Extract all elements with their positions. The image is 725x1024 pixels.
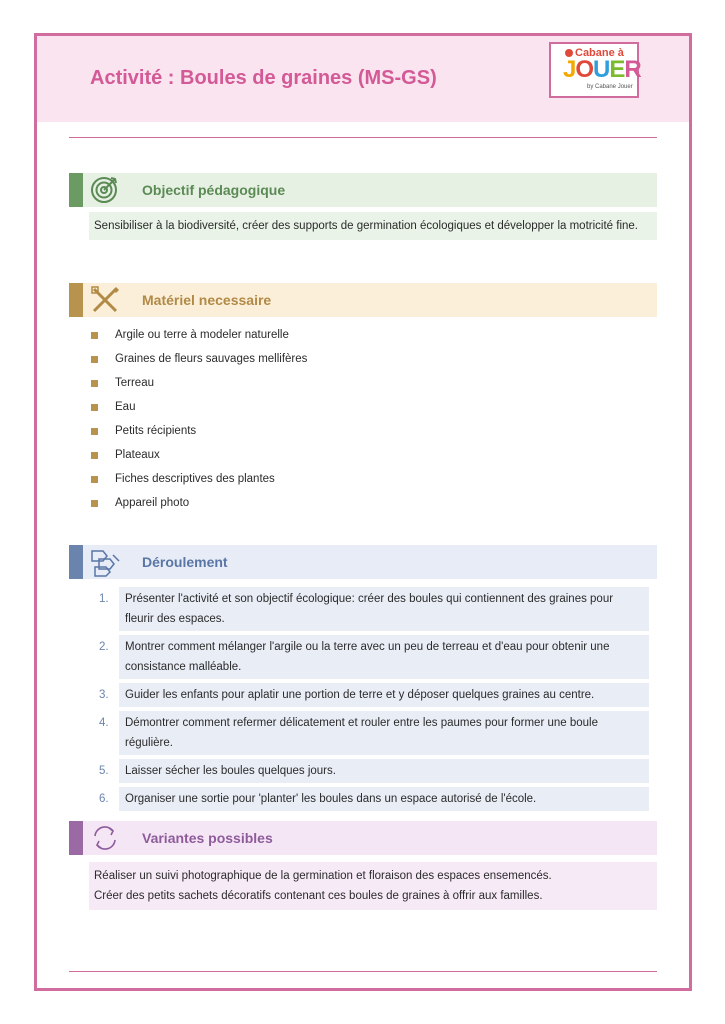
- section-accent-bar: [69, 173, 83, 207]
- objective-section-header: [69, 173, 657, 207]
- section-accent-bar: [69, 821, 83, 855]
- variants-text: [89, 862, 657, 910]
- variant-line: Créer des petits sachets décoratifs contenant ces boules de graines à offrir aux familles.: [94, 890, 543, 902]
- objective-heading: Objectif pédagogique: [142, 182, 286, 198]
- list-item: [89, 587, 649, 631]
- step-text: Laisser sécher les boules quelques jours.: [119, 759, 649, 783]
- bottom-divider: [69, 971, 657, 972]
- list-item: Plateaux: [89, 443, 649, 467]
- bullet-square-icon: [91, 404, 98, 411]
- page-title: Activité : Boules de graines (MS-GS): [90, 67, 437, 89]
- target-icon: [89, 175, 121, 205]
- steps-list: [89, 587, 649, 815]
- materials-heading: Matériel necessaire: [142, 292, 272, 308]
- step-text: Guider les enfants pour aplatir une portion de terre et y déposer quelques graines au centre.: [119, 683, 649, 707]
- bullet-square-icon: [91, 332, 98, 339]
- top-divider: [69, 137, 657, 138]
- steps-heading: Déroulement: [142, 554, 228, 570]
- section-accent-bar: [69, 545, 83, 579]
- materials-section-header: [69, 283, 657, 317]
- list-item: Fiches descriptives des plantes: [89, 467, 649, 491]
- steps-section-header: [69, 545, 657, 579]
- list-item: [89, 787, 649, 811]
- materials-list: [89, 323, 649, 515]
- tools-icon: [89, 285, 121, 315]
- bullet-square-icon: [91, 380, 98, 387]
- step-number: 5.: [99, 765, 109, 777]
- logo-line-1: Cabane à: [565, 47, 624, 59]
- list-item: Appareil photo: [89, 491, 649, 515]
- step-number: 6.: [99, 793, 109, 805]
- page-header: [37, 36, 689, 122]
- logo-line-3: by Cabane Jouer: [587, 84, 633, 90]
- brand-logo: [549, 42, 639, 98]
- page-frame: [34, 33, 692, 991]
- bullet-square-icon: [91, 452, 98, 459]
- variant-line: Réaliser un suivi photographique de la germination et floraison des espaces ensemencés.: [94, 870, 552, 882]
- bullet-square-icon: [91, 476, 98, 483]
- step-text: Organiser une sortie pour 'planter' les boules dans un espace autorisé de l'école.: [119, 787, 649, 811]
- list-item: [89, 711, 649, 755]
- objective-text: Sensibiliser à la biodiversité, créer des supports de germination écologiques et développer la motricité fine.: [89, 212, 657, 240]
- list-item: [89, 759, 649, 783]
- step-text: Démontrer comment refermer délicatement et rouler entre les paumes pour former une boule régulière.: [119, 711, 649, 755]
- step-text: Montrer comment mélanger l'argile ou la terre avec un peu de terreau et d'eau pour obtenir une consistance malléable.: [119, 635, 649, 679]
- logo-wordmark: JOUER: [563, 56, 641, 83]
- bullet-square-icon: [91, 428, 98, 435]
- bullet-square-icon: [91, 500, 98, 507]
- list-item: Graines de fleurs sauvages mellifères: [89, 347, 649, 371]
- variants-section-header: [69, 821, 657, 855]
- list-item: [89, 635, 649, 679]
- step-number: 2.: [99, 641, 109, 653]
- list-item: Petits récipients: [89, 419, 649, 443]
- section-accent-bar: [69, 283, 83, 317]
- list-item: Terreau: [89, 371, 649, 395]
- step-number: 1.: [99, 593, 109, 605]
- list-item: Eau: [89, 395, 649, 419]
- step-text: Présenter l'activité et son objectif écologique: créer des boules qui contiennent des graines pour fleurir des espaces.: [119, 587, 649, 631]
- step-number: 4.: [99, 717, 109, 729]
- bullet-square-icon: [91, 356, 98, 363]
- step-number: 3.: [99, 689, 109, 701]
- refresh-icon: [89, 823, 121, 853]
- list-item: Argile ou terre à modeler naturelle: [89, 323, 649, 347]
- variants-heading: Variantes possibles: [142, 830, 273, 846]
- list-item: [89, 683, 649, 707]
- flow-icon: [89, 547, 121, 577]
